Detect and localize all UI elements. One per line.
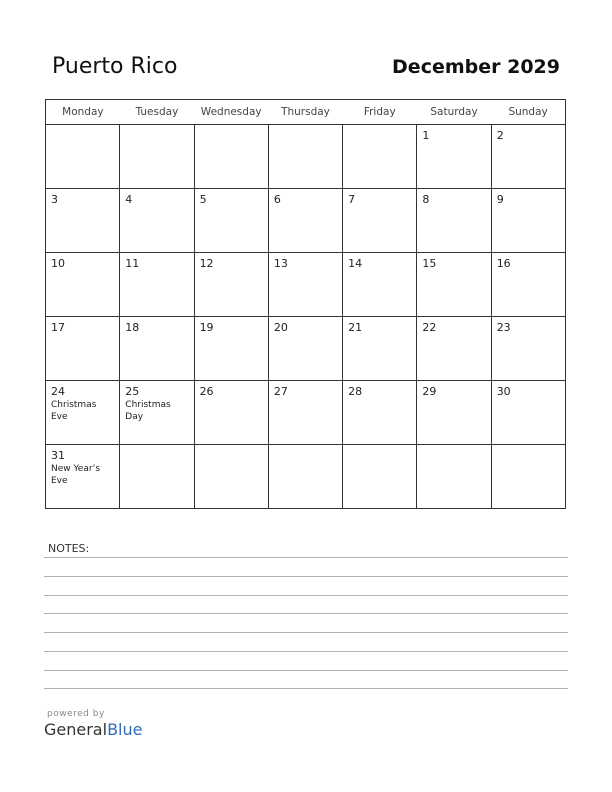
notes-label: NOTES: — [48, 542, 90, 555]
week-row — [46, 445, 566, 509]
day-number: 24 — [51, 385, 65, 398]
day-cell — [491, 253, 565, 317]
day-number: 12 — [199, 257, 214, 270]
calendar-grid — [45, 99, 566, 509]
weekday-label: Sunday — [491, 100, 565, 125]
day-cell — [417, 381, 491, 445]
day-number: 13 — [273, 257, 288, 270]
brand-blue-text: Blue — [107, 720, 143, 739]
day-cell — [268, 381, 342, 445]
note-line — [44, 613, 568, 614]
day-cell — [491, 317, 565, 381]
day-cell — [120, 189, 194, 253]
day-number: 27 — [273, 385, 288, 398]
day-number: 31 — [51, 449, 65, 462]
day-cell — [343, 189, 417, 253]
day-cell — [46, 317, 120, 381]
day-number: 14 — [348, 257, 363, 270]
note-line — [44, 595, 568, 596]
day-number: 10 — [51, 257, 65, 270]
day-cell — [46, 253, 120, 317]
day-cell — [268, 317, 342, 381]
week-row — [46, 317, 566, 381]
day-number: 11 — [125, 257, 140, 270]
day-number: 23 — [496, 321, 511, 334]
day-cell — [120, 317, 194, 381]
brand-general-text: General — [44, 720, 108, 739]
week-row — [46, 189, 566, 253]
day-cell — [491, 381, 565, 445]
day-number: 1 — [422, 129, 430, 142]
day-cell — [120, 253, 194, 317]
day-cell — [491, 445, 565, 509]
day-cell — [194, 253, 268, 317]
month-year-title: December 2029 — [392, 56, 560, 78]
day-cell — [343, 381, 417, 445]
note-line — [44, 632, 568, 633]
day-cell — [343, 253, 417, 317]
day-cell — [491, 189, 565, 253]
day-cell — [268, 445, 342, 509]
day-cell — [343, 125, 417, 189]
day-number: 8 — [422, 193, 430, 206]
brand-logo[interactable] — [44, 720, 142, 739]
day-number: 2 — [496, 129, 504, 142]
day-cell — [343, 445, 417, 509]
day-number: 30 — [496, 385, 511, 398]
weekday-label: Tuesday — [120, 100, 194, 125]
day-cell — [491, 125, 565, 189]
note-line — [44, 688, 568, 689]
weekday-label: Saturday — [417, 100, 491, 125]
day-cell — [46, 445, 120, 509]
day-number: 25 — [125, 385, 140, 398]
weekday-header — [46, 100, 566, 125]
day-cell — [268, 253, 342, 317]
day-number: 4 — [125, 193, 133, 206]
day-number: 21 — [348, 321, 363, 334]
day-cell — [194, 125, 268, 189]
holiday-label: Christmas Eve — [51, 400, 97, 422]
day-number: 9 — [496, 193, 504, 206]
calendar-body — [46, 125, 566, 509]
day-cell — [46, 381, 120, 445]
powered-by-text: powered by — [47, 709, 105, 719]
day-number: 3 — [51, 193, 58, 206]
note-line — [44, 670, 568, 671]
day-cell — [194, 445, 268, 509]
weekday-label: Wednesday — [194, 100, 268, 125]
note-line — [44, 651, 568, 652]
day-number: 5 — [199, 193, 207, 206]
weekday-row — [46, 100, 566, 125]
day-number: 26 — [199, 385, 214, 398]
week-row — [46, 381, 566, 445]
day-cell — [46, 189, 120, 253]
day-cell — [417, 317, 491, 381]
day-number: 22 — [422, 321, 437, 334]
day-cell — [417, 445, 491, 509]
day-cell — [417, 253, 491, 317]
day-number: 20 — [273, 321, 288, 334]
day-number: 17 — [51, 321, 65, 334]
day-cell — [343, 317, 417, 381]
holiday-label: New Year’s Eve — [51, 464, 101, 486]
day-cell — [194, 317, 268, 381]
day-cell — [120, 125, 194, 189]
weekday-label: Monday — [46, 100, 120, 125]
note-line — [44, 557, 568, 558]
day-cell — [417, 125, 491, 189]
holiday-label: Christmas Day — [125, 400, 171, 422]
day-cell — [268, 125, 342, 189]
day-number: 18 — [125, 321, 140, 334]
day-cell — [120, 381, 194, 445]
note-line — [44, 576, 568, 577]
day-number: 19 — [199, 321, 214, 334]
week-row — [46, 253, 566, 317]
day-cell — [120, 445, 194, 509]
day-number: 7 — [348, 193, 356, 206]
day-number: 6 — [273, 193, 281, 206]
day-number: 29 — [422, 385, 437, 398]
day-cell — [194, 381, 268, 445]
day-number: 28 — [348, 385, 363, 398]
day-cell — [268, 189, 342, 253]
weekday-label: Thursday — [268, 100, 342, 125]
weekday-label: Friday — [343, 100, 417, 125]
day-cell — [194, 189, 268, 253]
week-row — [46, 125, 566, 189]
day-cell — [46, 125, 120, 189]
day-cell — [417, 189, 491, 253]
country-title: Puerto Rico — [52, 54, 178, 79]
day-number: 15 — [422, 257, 437, 270]
day-number: 16 — [496, 257, 511, 270]
